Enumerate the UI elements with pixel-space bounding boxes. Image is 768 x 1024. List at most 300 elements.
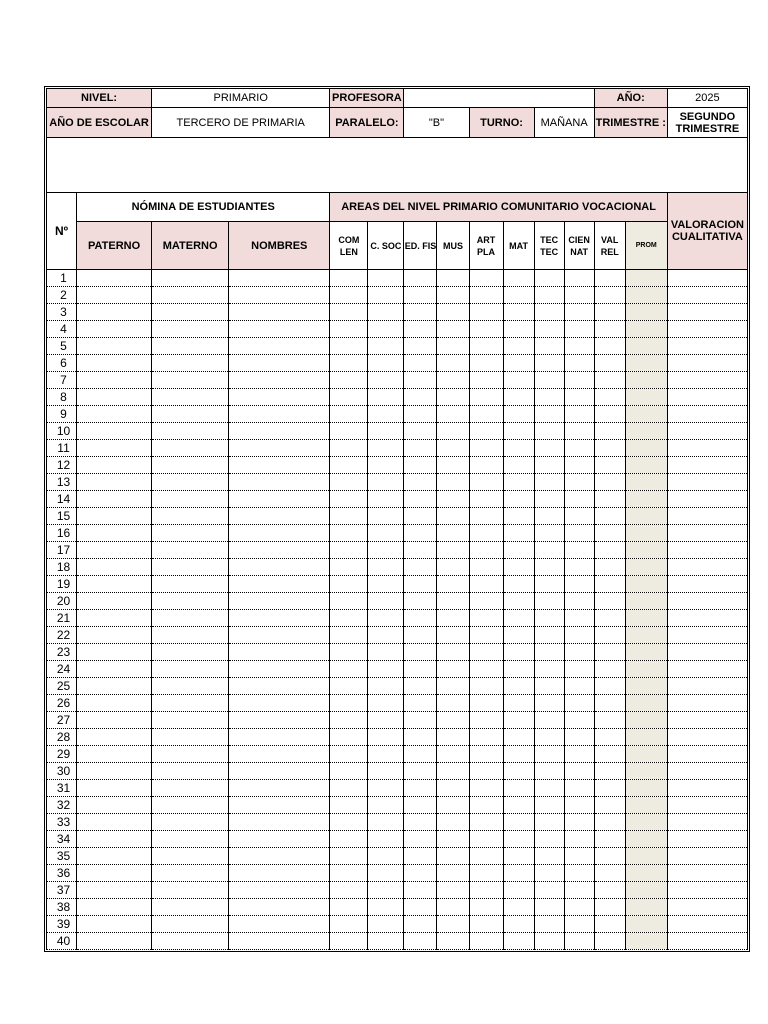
grade-cell[interactable] bbox=[594, 457, 625, 474]
grade-cell[interactable] bbox=[330, 576, 368, 593]
grade-cell[interactable] bbox=[404, 457, 437, 474]
grade-cell[interactable] bbox=[564, 797, 594, 814]
grade-cell[interactable] bbox=[469, 559, 503, 576]
grade-cell[interactable] bbox=[152, 491, 229, 508]
grade-cell[interactable] bbox=[437, 440, 469, 457]
grade-cell[interactable] bbox=[404, 644, 437, 661]
grade-cell[interactable] bbox=[404, 355, 437, 372]
grade-cell[interactable] bbox=[152, 831, 229, 848]
grade-cell[interactable] bbox=[152, 457, 229, 474]
grade-cell[interactable] bbox=[229, 933, 330, 950]
grade-cell[interactable] bbox=[564, 695, 594, 712]
grade-cell[interactable] bbox=[77, 678, 152, 695]
grade-cell[interactable] bbox=[667, 627, 747, 644]
grade-cell[interactable] bbox=[667, 780, 747, 797]
grade-cell[interactable] bbox=[437, 423, 469, 440]
grade-cell[interactable] bbox=[564, 389, 594, 406]
grade-cell[interactable] bbox=[625, 559, 667, 576]
grade-cell[interactable] bbox=[368, 746, 404, 763]
grade-cell[interactable] bbox=[534, 729, 564, 746]
grade-cell[interactable] bbox=[77, 338, 152, 355]
grade-cell[interactable] bbox=[368, 321, 404, 338]
grade-cell[interactable] bbox=[667, 321, 747, 338]
grade-cell[interactable] bbox=[229, 695, 330, 712]
grade-cell[interactable] bbox=[469, 321, 503, 338]
grade-cell[interactable] bbox=[152, 933, 229, 950]
grade-cell[interactable] bbox=[564, 729, 594, 746]
grade-cell[interactable] bbox=[503, 457, 534, 474]
grade-cell[interactable] bbox=[625, 287, 667, 304]
grade-cell[interactable] bbox=[77, 695, 152, 712]
grade-cell[interactable] bbox=[625, 763, 667, 780]
grade-cell[interactable] bbox=[368, 423, 404, 440]
grade-cell[interactable] bbox=[77, 593, 152, 610]
grade-cell[interactable] bbox=[368, 831, 404, 848]
grade-cell[interactable] bbox=[404, 661, 437, 678]
grade-cell[interactable] bbox=[330, 661, 368, 678]
grade-cell[interactable] bbox=[594, 287, 625, 304]
grade-cell[interactable] bbox=[564, 491, 594, 508]
grade-cell[interactable] bbox=[229, 406, 330, 423]
grade-cell[interactable] bbox=[503, 338, 534, 355]
grade-cell[interactable] bbox=[437, 780, 469, 797]
grade-cell[interactable] bbox=[404, 474, 437, 491]
grade-cell[interactable] bbox=[368, 372, 404, 389]
grade-cell[interactable] bbox=[469, 644, 503, 661]
grade-cell[interactable] bbox=[625, 457, 667, 474]
grade-cell[interactable] bbox=[404, 559, 437, 576]
grade-cell[interactable] bbox=[564, 525, 594, 542]
grade-cell[interactable] bbox=[330, 627, 368, 644]
grade-cell[interactable] bbox=[229, 644, 330, 661]
grade-cell[interactable] bbox=[152, 882, 229, 899]
grade-cell[interactable] bbox=[77, 287, 152, 304]
grade-cell[interactable] bbox=[330, 797, 368, 814]
grade-cell[interactable] bbox=[437, 746, 469, 763]
grade-cell[interactable] bbox=[469, 270, 503, 287]
grade-cell[interactable] bbox=[469, 593, 503, 610]
grade-cell[interactable] bbox=[564, 831, 594, 848]
grade-cell[interactable] bbox=[469, 423, 503, 440]
grade-cell[interactable] bbox=[404, 338, 437, 355]
grade-cell[interactable] bbox=[469, 814, 503, 831]
grade-cell[interactable] bbox=[667, 644, 747, 661]
grade-cell[interactable] bbox=[667, 457, 747, 474]
grade-cell[interactable] bbox=[330, 593, 368, 610]
grade-cell[interactable] bbox=[503, 899, 534, 916]
grade-cell[interactable] bbox=[437, 831, 469, 848]
grade-cell[interactable] bbox=[564, 848, 594, 865]
grade-cell[interactable] bbox=[625, 474, 667, 491]
grade-cell[interactable] bbox=[534, 457, 564, 474]
grade-cell[interactable] bbox=[625, 712, 667, 729]
grade-cell[interactable] bbox=[77, 372, 152, 389]
grade-cell[interactable] bbox=[503, 763, 534, 780]
grade-cell[interactable] bbox=[152, 712, 229, 729]
grade-cell[interactable] bbox=[77, 899, 152, 916]
grade-cell[interactable] bbox=[229, 457, 330, 474]
grade-cell[interactable] bbox=[152, 389, 229, 406]
grade-cell[interactable] bbox=[437, 270, 469, 287]
grade-cell[interactable] bbox=[594, 797, 625, 814]
grade-cell[interactable] bbox=[594, 576, 625, 593]
grade-cell[interactable] bbox=[330, 389, 368, 406]
grade-cell[interactable] bbox=[404, 729, 437, 746]
grade-cell[interactable] bbox=[152, 355, 229, 372]
grade-cell[interactable] bbox=[368, 559, 404, 576]
grade-cell[interactable] bbox=[469, 865, 503, 882]
grade-cell[interactable] bbox=[469, 338, 503, 355]
grade-cell[interactable] bbox=[594, 933, 625, 950]
grade-cell[interactable] bbox=[594, 406, 625, 423]
grade-cell[interactable] bbox=[368, 542, 404, 559]
grade-cell[interactable] bbox=[594, 491, 625, 508]
grade-cell[interactable] bbox=[625, 525, 667, 542]
grade-cell[interactable] bbox=[564, 457, 594, 474]
grade-cell[interactable] bbox=[625, 576, 667, 593]
grade-cell[interactable] bbox=[667, 593, 747, 610]
grade-cell[interactable] bbox=[229, 576, 330, 593]
grade-cell[interactable] bbox=[330, 372, 368, 389]
grade-cell[interactable] bbox=[469, 797, 503, 814]
grade-cell[interactable] bbox=[469, 287, 503, 304]
grade-cell[interactable] bbox=[368, 916, 404, 933]
grade-cell[interactable] bbox=[404, 576, 437, 593]
grade-cell[interactable] bbox=[534, 899, 564, 916]
grade-cell[interactable] bbox=[229, 491, 330, 508]
grade-cell[interactable] bbox=[667, 440, 747, 457]
grade-cell[interactable] bbox=[152, 304, 229, 321]
grade-cell[interactable] bbox=[330, 763, 368, 780]
grade-cell[interactable] bbox=[564, 474, 594, 491]
grade-cell[interactable] bbox=[594, 508, 625, 525]
grade-cell[interactable] bbox=[503, 678, 534, 695]
grade-cell[interactable] bbox=[667, 882, 747, 899]
grade-cell[interactable] bbox=[404, 899, 437, 916]
grade-cell[interactable] bbox=[330, 321, 368, 338]
grade-cell[interactable] bbox=[437, 729, 469, 746]
grade-cell[interactable] bbox=[368, 678, 404, 695]
grade-cell[interactable] bbox=[667, 933, 747, 950]
grade-cell[interactable] bbox=[503, 525, 534, 542]
grade-cell[interactable] bbox=[625, 406, 667, 423]
grade-cell[interactable] bbox=[534, 712, 564, 729]
grade-cell[interactable] bbox=[667, 695, 747, 712]
grade-cell[interactable] bbox=[437, 865, 469, 882]
grade-cell[interactable] bbox=[152, 627, 229, 644]
grade-cell[interactable] bbox=[534, 287, 564, 304]
grade-cell[interactable] bbox=[77, 542, 152, 559]
grade-cell[interactable] bbox=[152, 865, 229, 882]
grade-cell[interactable] bbox=[503, 372, 534, 389]
grade-cell[interactable] bbox=[625, 831, 667, 848]
grade-cell[interactable] bbox=[534, 933, 564, 950]
grade-cell[interactable] bbox=[404, 695, 437, 712]
grade-cell[interactable] bbox=[564, 712, 594, 729]
grade-cell[interactable] bbox=[625, 729, 667, 746]
grade-cell[interactable] bbox=[437, 644, 469, 661]
grade-cell[interactable] bbox=[625, 338, 667, 355]
grade-cell[interactable] bbox=[469, 916, 503, 933]
grade-cell[interactable] bbox=[534, 644, 564, 661]
grade-cell[interactable] bbox=[330, 474, 368, 491]
grade-cell[interactable] bbox=[437, 321, 469, 338]
grade-cell[interactable] bbox=[330, 542, 368, 559]
grade-cell[interactable] bbox=[625, 865, 667, 882]
grade-cell[interactable] bbox=[229, 627, 330, 644]
grade-cell[interactable] bbox=[404, 508, 437, 525]
grade-cell[interactable] bbox=[77, 848, 152, 865]
grade-cell[interactable] bbox=[404, 746, 437, 763]
grade-cell[interactable] bbox=[368, 525, 404, 542]
grade-cell[interactable] bbox=[77, 610, 152, 627]
grade-cell[interactable] bbox=[503, 508, 534, 525]
grade-cell[interactable] bbox=[368, 457, 404, 474]
grade-cell[interactable] bbox=[594, 763, 625, 780]
grade-cell[interactable] bbox=[152, 423, 229, 440]
grade-cell[interactable] bbox=[667, 576, 747, 593]
grade-cell[interactable] bbox=[503, 729, 534, 746]
grade-cell[interactable] bbox=[437, 661, 469, 678]
grade-cell[interactable] bbox=[77, 814, 152, 831]
grade-cell[interactable] bbox=[625, 916, 667, 933]
grade-cell[interactable] bbox=[469, 508, 503, 525]
grade-cell[interactable] bbox=[368, 899, 404, 916]
grade-cell[interactable] bbox=[152, 593, 229, 610]
grade-cell[interactable] bbox=[330, 355, 368, 372]
grade-cell[interactable] bbox=[625, 610, 667, 627]
grade-cell[interactable] bbox=[77, 270, 152, 287]
grade-cell[interactable] bbox=[152, 525, 229, 542]
grade-cell[interactable] bbox=[437, 474, 469, 491]
grade-cell[interactable] bbox=[437, 355, 469, 372]
grade-cell[interactable] bbox=[534, 508, 564, 525]
grade-cell[interactable] bbox=[564, 559, 594, 576]
grade-cell[interactable] bbox=[368, 491, 404, 508]
grade-cell[interactable] bbox=[330, 695, 368, 712]
grade-cell[interactable] bbox=[469, 831, 503, 848]
grade-cell[interactable] bbox=[404, 491, 437, 508]
grade-cell[interactable] bbox=[437, 695, 469, 712]
grade-cell[interactable] bbox=[534, 848, 564, 865]
grade-cell[interactable] bbox=[503, 576, 534, 593]
grade-cell[interactable] bbox=[330, 899, 368, 916]
grade-cell[interactable] bbox=[404, 440, 437, 457]
grade-cell[interactable] bbox=[594, 372, 625, 389]
grade-cell[interactable] bbox=[594, 644, 625, 661]
grade-cell[interactable] bbox=[625, 321, 667, 338]
grade-cell[interactable] bbox=[534, 797, 564, 814]
grade-cell[interactable] bbox=[437, 525, 469, 542]
grade-cell[interactable] bbox=[503, 440, 534, 457]
grade-cell[interactable] bbox=[469, 457, 503, 474]
grade-cell[interactable] bbox=[534, 338, 564, 355]
grade-cell[interactable] bbox=[77, 321, 152, 338]
grade-cell[interactable] bbox=[229, 338, 330, 355]
grade-cell[interactable] bbox=[368, 508, 404, 525]
grade-cell[interactable] bbox=[594, 712, 625, 729]
grade-cell[interactable] bbox=[330, 338, 368, 355]
grade-cell[interactable] bbox=[667, 474, 747, 491]
grade-cell[interactable] bbox=[503, 661, 534, 678]
grade-cell[interactable] bbox=[437, 882, 469, 899]
grade-cell[interactable] bbox=[368, 287, 404, 304]
grade-cell[interactable] bbox=[152, 746, 229, 763]
grade-cell[interactable] bbox=[368, 661, 404, 678]
grade-cell[interactable] bbox=[469, 933, 503, 950]
grade-cell[interactable] bbox=[77, 780, 152, 797]
grade-cell[interactable] bbox=[564, 508, 594, 525]
grade-cell[interactable] bbox=[404, 712, 437, 729]
grade-cell[interactable] bbox=[330, 559, 368, 576]
grade-cell[interactable] bbox=[469, 406, 503, 423]
grade-cell[interactable] bbox=[625, 746, 667, 763]
grade-cell[interactable] bbox=[368, 933, 404, 950]
grade-cell[interactable] bbox=[77, 389, 152, 406]
grade-cell[interactable] bbox=[564, 882, 594, 899]
grade-cell[interactable] bbox=[667, 508, 747, 525]
grade-cell[interactable] bbox=[368, 729, 404, 746]
grade-cell[interactable] bbox=[152, 338, 229, 355]
grade-cell[interactable] bbox=[667, 763, 747, 780]
grade-cell[interactable] bbox=[667, 372, 747, 389]
grade-cell[interactable] bbox=[564, 865, 594, 882]
grade-cell[interactable] bbox=[503, 695, 534, 712]
grade-cell[interactable] bbox=[404, 865, 437, 882]
grade-cell[interactable] bbox=[330, 729, 368, 746]
grade-cell[interactable] bbox=[77, 661, 152, 678]
grade-cell[interactable] bbox=[594, 559, 625, 576]
grade-cell[interactable] bbox=[77, 304, 152, 321]
grade-cell[interactable] bbox=[594, 593, 625, 610]
grade-cell[interactable] bbox=[330, 746, 368, 763]
grade-cell[interactable] bbox=[330, 831, 368, 848]
grade-cell[interactable] bbox=[330, 287, 368, 304]
grade-cell[interactable] bbox=[77, 763, 152, 780]
grade-cell[interactable] bbox=[564, 746, 594, 763]
grade-cell[interactable] bbox=[564, 916, 594, 933]
grade-cell[interactable] bbox=[564, 338, 594, 355]
grade-cell[interactable] bbox=[404, 814, 437, 831]
grade-cell[interactable] bbox=[368, 406, 404, 423]
grade-cell[interactable] bbox=[534, 423, 564, 440]
grade-cell[interactable] bbox=[534, 831, 564, 848]
grade-cell[interactable] bbox=[152, 678, 229, 695]
grade-cell[interactable] bbox=[368, 712, 404, 729]
grade-cell[interactable] bbox=[564, 899, 594, 916]
grade-cell[interactable] bbox=[594, 321, 625, 338]
grade-cell[interactable] bbox=[77, 746, 152, 763]
grade-cell[interactable] bbox=[437, 287, 469, 304]
grade-cell[interactable] bbox=[77, 559, 152, 576]
grade-cell[interactable] bbox=[534, 440, 564, 457]
grade-cell[interactable] bbox=[229, 304, 330, 321]
grade-cell[interactable] bbox=[368, 763, 404, 780]
grade-cell[interactable] bbox=[437, 372, 469, 389]
grade-cell[interactable] bbox=[152, 372, 229, 389]
grade-cell[interactable] bbox=[77, 440, 152, 457]
grade-cell[interactable] bbox=[469, 780, 503, 797]
grade-cell[interactable] bbox=[503, 474, 534, 491]
grade-cell[interactable] bbox=[469, 695, 503, 712]
grade-cell[interactable] bbox=[229, 559, 330, 576]
grade-cell[interactable] bbox=[437, 916, 469, 933]
grade-cell[interactable] bbox=[404, 627, 437, 644]
grade-cell[interactable] bbox=[534, 406, 564, 423]
grade-cell[interactable] bbox=[404, 797, 437, 814]
grade-cell[interactable] bbox=[152, 474, 229, 491]
grade-cell[interactable] bbox=[229, 865, 330, 882]
grade-cell[interactable] bbox=[330, 491, 368, 508]
grade-cell[interactable] bbox=[667, 423, 747, 440]
grade-cell[interactable] bbox=[667, 661, 747, 678]
grade-cell[interactable] bbox=[594, 661, 625, 678]
grade-cell[interactable] bbox=[368, 270, 404, 287]
grade-cell[interactable] bbox=[77, 916, 152, 933]
grade-cell[interactable] bbox=[229, 746, 330, 763]
grade-cell[interactable] bbox=[564, 933, 594, 950]
grade-cell[interactable] bbox=[77, 508, 152, 525]
grade-cell[interactable] bbox=[534, 389, 564, 406]
grade-cell[interactable] bbox=[152, 321, 229, 338]
grade-cell[interactable] bbox=[404, 848, 437, 865]
grade-cell[interactable] bbox=[77, 644, 152, 661]
grade-cell[interactable] bbox=[152, 508, 229, 525]
grade-cell[interactable] bbox=[625, 304, 667, 321]
grade-cell[interactable] bbox=[594, 389, 625, 406]
grade-cell[interactable] bbox=[469, 372, 503, 389]
grade-cell[interactable] bbox=[503, 389, 534, 406]
grade-cell[interactable] bbox=[437, 542, 469, 559]
grade-cell[interactable] bbox=[469, 848, 503, 865]
grade-cell[interactable] bbox=[564, 270, 594, 287]
grade-cell[interactable] bbox=[152, 916, 229, 933]
grade-cell[interactable] bbox=[229, 712, 330, 729]
grade-cell[interactable] bbox=[437, 610, 469, 627]
grade-cell[interactable] bbox=[503, 848, 534, 865]
grade-cell[interactable] bbox=[330, 882, 368, 899]
grade-cell[interactable] bbox=[437, 593, 469, 610]
grade-cell[interactable] bbox=[368, 355, 404, 372]
grade-cell[interactable] bbox=[437, 559, 469, 576]
grade-cell[interactable] bbox=[625, 508, 667, 525]
grade-cell[interactable] bbox=[503, 321, 534, 338]
grade-cell[interactable] bbox=[404, 525, 437, 542]
grade-cell[interactable] bbox=[564, 593, 594, 610]
grade-cell[interactable] bbox=[152, 661, 229, 678]
grade-cell[interactable] bbox=[330, 423, 368, 440]
grade-cell[interactable] bbox=[469, 763, 503, 780]
grade-cell[interactable] bbox=[564, 406, 594, 423]
grade-cell[interactable] bbox=[229, 882, 330, 899]
grade-cell[interactable] bbox=[503, 542, 534, 559]
grade-cell[interactable] bbox=[564, 372, 594, 389]
grade-cell[interactable] bbox=[229, 321, 330, 338]
grade-cell[interactable] bbox=[594, 678, 625, 695]
grade-cell[interactable] bbox=[469, 440, 503, 457]
grade-cell[interactable] bbox=[152, 576, 229, 593]
grade-cell[interactable] bbox=[534, 678, 564, 695]
grade-cell[interactable] bbox=[594, 474, 625, 491]
grade-cell[interactable] bbox=[564, 423, 594, 440]
grade-cell[interactable] bbox=[667, 542, 747, 559]
grade-cell[interactable] bbox=[229, 797, 330, 814]
grade-cell[interactable] bbox=[404, 270, 437, 287]
grade-cell[interactable] bbox=[152, 695, 229, 712]
grade-cell[interactable] bbox=[152, 644, 229, 661]
grade-cell[interactable] bbox=[534, 491, 564, 508]
grade-cell[interactable] bbox=[368, 695, 404, 712]
